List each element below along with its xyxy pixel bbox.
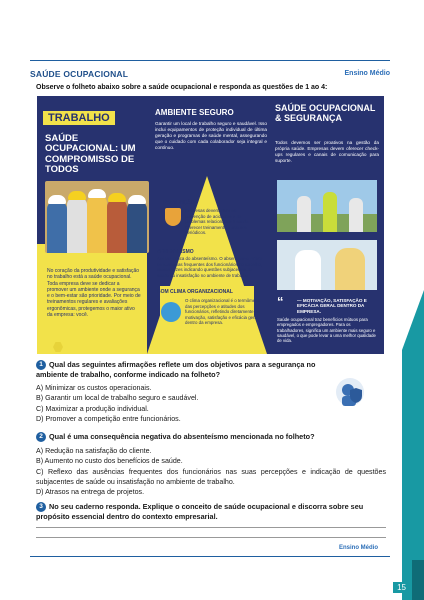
- option[interactable]: C) Maximizar a produção individual.: [36, 404, 149, 413]
- engineers-photo: [277, 180, 377, 232]
- question-1: 1 Qual das seguintes afirmações reflete um dos objetivos para a segurança no ambiente de trabalho, conforme indicado na folheto?: [36, 360, 316, 379]
- ambiente-title: AMBIENTE SEGURO: [155, 108, 234, 117]
- workers-photo: [45, 181, 149, 253]
- subject-title: SAÚDE OCUPACIONAL: [30, 69, 129, 79]
- question-2-options: [36, 446, 386, 497]
- poster-badge: TRABALHO: [43, 111, 115, 125]
- page-number: 15: [393, 582, 410, 593]
- top-bar: [0, 0, 424, 22]
- footer-level: Ensino Médio: [339, 545, 378, 551]
- absenteismo-title: ABSENTEÍSMO: [157, 249, 194, 255]
- question-3: 3 No seu caderno responda. Explique o conceito de saúde ocupacional e discorra sobre seu propósito essencial dentro do contexto empresarial.: [36, 502, 364, 521]
- clima-title: BOM CLIMA ORGANIZACIONAL: [157, 289, 233, 295]
- question-number: 2: [36, 432, 46, 442]
- footer-rule: [30, 556, 390, 557]
- poster-left-body: No coração da produtividade e satisfação no trabalho está a saúde ocupacional. Toda empresa deve se dedicar a promover um ambiente onde a segurança e o bem-estar são prioridade. Por meio de treinamentos regulares e avaliações ergonômicas, protegemos o maior ativo da empresa: você.: [47, 268, 141, 318]
- option[interactable]: D) Atrasos na entrega de projetos.: [36, 488, 145, 497]
- level-label: Ensino Médio: [344, 70, 390, 77]
- doctor-photo: [277, 240, 377, 290]
- poster: [37, 96, 384, 354]
- option[interactable]: B) Garantir um local de trabalho seguro e saudável.: [36, 394, 199, 403]
- absenteismo-body: Análise crítica do absenteísmo. O absenteísmo reflete as ausências frequentes dos funcionários no trabalho, muitas vezes indicando questões subjacentes de saúde ou insatisfação no ambiente de trabalho.: [157, 256, 263, 278]
- question-number: 3: [36, 502, 46, 512]
- right-title: SAÚDE OCUPACIONAL & SEGURANÇA: [275, 103, 376, 123]
- team-icon: [161, 302, 181, 322]
- prevencao-title: PREVENÇÃO: [163, 200, 195, 206]
- clima-body: O clima organizacional é o termômetro das percepções e atitudes dos funcionários, refletindo diretamente na motivação, satisfação e eficácia geral dentro da empresa.: [185, 298, 261, 325]
- teal-dark-band: [412, 560, 424, 600]
- answer-line[interactable]: [36, 537, 386, 538]
- quote-mark: “: [277, 294, 284, 309]
- ambiente-body: Garantir um local de trabalho seguro e saudável. Isso inclui equipamentos de proteção individual de última geração e programas de saúde mental, assegurando que o cuidado com cada colaborador seja integral e contínuo.: [155, 121, 267, 151]
- answer-line[interactable]: [36, 527, 386, 528]
- question-2: 2 Qual é uma consequência negativa do absenteísmo mencionada no folheto?: [36, 432, 315, 442]
- header-rule: [30, 60, 390, 61]
- option[interactable]: A) Redução na satisfação do cliente.: [36, 447, 152, 455]
- option[interactable]: D) Promover a competição entre funcionários.: [36, 414, 181, 423]
- option[interactable]: C) Reflexo das ausências frequentes dos funcionários nas suas percepções e indicação de questões subjacentes de saúde ou insatisfação no ambiente de trabalho.: [36, 467, 386, 486]
- question-1-options: [36, 383, 198, 424]
- question-number: 1: [36, 360, 46, 370]
- instruction-text: Observe o folheto abaixo sobre a saúde ocupacional e responda as questões de 1 ao 4:: [36, 84, 328, 91]
- shield-icon: [165, 208, 181, 226]
- prevencao-body: Empresas devem atuar na prevenção de acidentes e de problemas relacionados à saúde. Oferecer treinamento e exames periódicos.: [185, 208, 250, 235]
- option[interactable]: B) Aumento no custo dos benefícios de saúde.: [36, 457, 183, 466]
- motivacao-body: Saúde ocupacional traz benefícios mútuos para empregados e empregadores. Para os trabalhadores, significa um ambiente mais seguro e saudável, o que pode levar a uma melhor qualidade de vida.: [277, 317, 376, 344]
- poster-main-title: SAÚDE OCUPACIONAL: UM COMPROMISSO DE TODOS: [45, 133, 136, 175]
- motivacao-title: — MOTIVAÇÃO, SATISFAÇÃO E EFICÁCIA GERAL DENTRO DA EMPRESA.: [297, 298, 367, 314]
- teal-decoration: [402, 290, 424, 350]
- option[interactable]: A) Minimizar os custos operacionais.: [36, 384, 152, 392]
- right-body: Todos devemos ser proativos na gestão da própria saúde. Empresas devem oferecer check-ups regulares e canais de comunicação para suporte.: [275, 140, 379, 164]
- safety-gear-icon: [330, 374, 370, 410]
